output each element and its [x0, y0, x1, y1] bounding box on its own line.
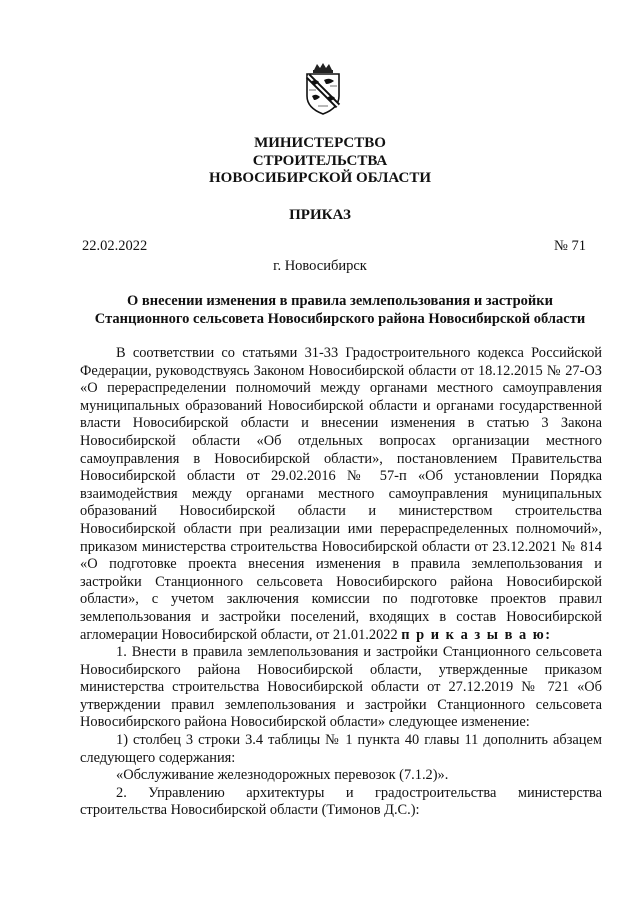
ministry-name [0, 135, 640, 188]
ministry-name-line-3: НОВОСИБИРСКОЙ ОБЛАСТИ [208, 170, 432, 186]
document-date: 22.02.2022 [82, 238, 148, 254]
document-heading-line-2: Станционного сельсовета Новосибирского района Новосибирской области [94, 311, 586, 327]
paragraph-item-1: 1. Внести в правила землепользования и застройки Станционного сельсовета Новосибирского района Новосибирской области, утвержденные приказом министерства строительства Новосибирской области от 27.12.2019 № 721 «Об утверждении правил землепользования и застройки Станционного сельсовета Новосибирского района Новосибирской области» следующее изменение: [80, 644, 602, 731]
order-word: п р и к а з ы в а ю: [401, 626, 552, 643]
coat-of-arms-icon [302, 62, 344, 116]
paragraph-quote: «Обслуживание железнодорожных перевозок (7.1.2)». [116, 767, 449, 784]
paragraph-item-2: 2. Управлению архитектуры и градостроительства министерства строительства Новосибирской области (Тимонов Д.С.): [80, 784, 602, 819]
document-city: г. Новосибирск [273, 258, 367, 274]
document-number: № 71 [554, 238, 586, 254]
preamble-text: В соответствии со статьями 31-33 Градостроительного кодекса Российской Федерации, руководствуясь Законом Новосибирской области от 18.12.2015 № 27-ОЗ «О перераспределении полномочий между органами местного самоуправления муниципальных образований Новосибирской области и органами государственной власти Новосибирской области и внесении изменения в статью 3 Закона Новосибирской области «Об отдельных вопросах организации местного самоуправления в Новосибирской области», постановлением Правительства Новосибирской области от 29.02.2016 № 57-п «Об установлении Порядка взаимодействия между органами местного самоуправления муниципальных образований Новосибирской области и министерством строительства Новосибирской области при реализации ими перераспределенных полномочий», приказом министерства строительства Новосибирской области от 23.12.2021 № 814 «О подготовке проекта внесения изменения в правила землепользования и застройки Станционного сельсовета Новосибирского района Новосибирской области», с учетом заключения комиссии по подготовке проектов правил землепользования и застройки поселений, входящих в состав Новосибирской агломерации Новосибирской области, от 21.01.2022 [80, 345, 602, 643]
document-type: ПРИКАЗ [289, 207, 351, 223]
document-heading [78, 292, 602, 328]
ministry-name-line-2: СТРОИТЕЛЬСТВА [252, 152, 388, 169]
document-body [80, 345, 602, 820]
paragraph-subitem-1: 1) столбец 3 строки 3.4 таблицы № 1 пункта 40 главы 11 дополнить абзацем следующего содержания: [80, 732, 602, 766]
document-heading-line-1: О внесении изменения в правила землепользования и застройки [126, 293, 553, 309]
paragraph-preamble [80, 345, 602, 644]
ministry-name-line-1: МИНИСТЕРСТВО [254, 135, 386, 151]
